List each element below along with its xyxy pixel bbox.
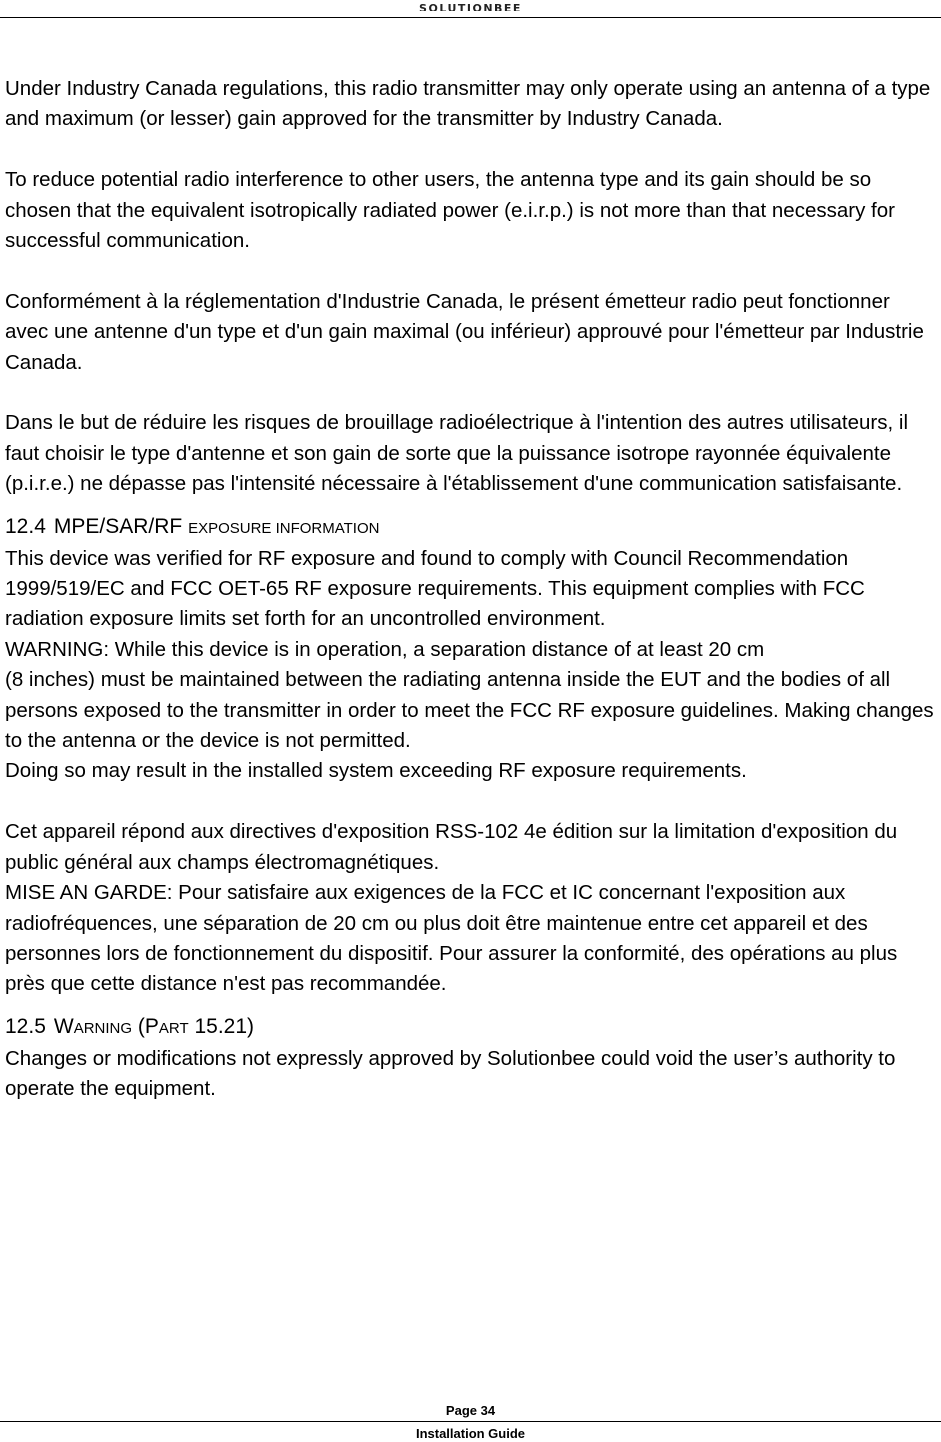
rf-warning-line: WARNING: While this device is in operation, a separation distance of at least 20 cm [5, 637, 765, 661]
section-heading-12-5 [5, 1012, 937, 1044]
rf-warning-fr: MISE AN GARDE: Pour satisfaire aux exigences de la FCC et IC concernant l'exposition aux radiofréquences, une séparation de 20 cm ou plus doit être maintenue entre cet appareil et des personnes lors de fonctionnement du dispositif. Pour assurer la conformité, des opérations au plus près que cette distance n'est pas recommandée. [5, 881, 898, 996]
brand-logo: solutionbee [419, 0, 522, 11]
footer-divider [0, 1421, 941, 1422]
paragraph-interference-fr: Dans le but de réduire les risques de brouillage radioélectrique à l'intention des autres utilisateurs, il faut choisir le type d'antenne et son gain de sorte que la puissance isotrope rayonnée équivalente (p.i.r.e.) ne dépasse pas l'intensité nécessaire à l'établissement d'une communication satisfaisante. [5, 411, 909, 496]
page-content [5, 74, 937, 1105]
section-number: 12.5 [5, 1014, 46, 1038]
modifications-warning: Changes or modifications not expressly approved by Solutionbee could void the user’s authority to operate the equipment. [5, 1046, 896, 1101]
section-title-part: (P [132, 1014, 159, 1038]
paragraph-ic-regulations: Under Industry Canada regulations, this radio transmitter may only operate using an antenna of a type and maximum (or lesser) gain approved for the transmitter by Industry Canada. [5, 77, 931, 131]
section-title-smallcaps: ARNING [73, 1019, 133, 1037]
section-title-part: 15.21) [188, 1014, 255, 1038]
section-title: MPE/SAR/RF [53, 514, 189, 538]
header-divider [0, 17, 941, 18]
section-title-smallcaps: EXPOSURE INFORMATION [188, 519, 380, 537]
document-title: Installation Guide [415, 1426, 526, 1441]
rf-warning-consequence: Doing so may result in the installed system exceeding RF exposure requirements. [5, 759, 747, 783]
section-number: 12.4 [5, 514, 46, 538]
page-number: Page 34 [445, 1403, 496, 1418]
section-title-part: W [53, 1014, 74, 1038]
paragraph-interference: To reduce potential radio interference to other users, the antenna type and its gain should be so chosen that the equivalent isotropically radiated power (e.i.r.p.) is not more than that necessary for successful communication. [5, 168, 895, 253]
rf-exposure-statement-fr: Cet appareil répond aux directives d'exposition RSS-102 4e édition sur la limitation d'exposition du public général aux champs électromagnétiques. [5, 820, 898, 874]
paragraph-ic-regulations-fr: Conformément à la réglementation d'Industrie Canada, le présent émetteur radio peut fonctionner avec une antenne d'un type et d'un gain maximal (ou inférieur) approuvé pour l'émetteur par Industrie Canada. [5, 289, 924, 374]
section-title-smallcaps: ART [158, 1019, 189, 1037]
section-heading-12-4 [5, 512, 937, 544]
rf-exposure-statement: This device was verified for RF exposure and found to comply with Council Recommendation 1999/519/EC and FCC OET-65 RF exposure requirements. This equipment complies with FCC radiation exposure limits set forth for an uncontrolled environment. [5, 546, 865, 631]
rf-warning-detail: (8 inches) must be maintained between the radiating antenna inside the EUT and the bodies of all persons exposed to the transmitter in order to meet the FCC RF exposure guidelines. Making changes to the antenna or the device is not permitted. [5, 668, 934, 753]
